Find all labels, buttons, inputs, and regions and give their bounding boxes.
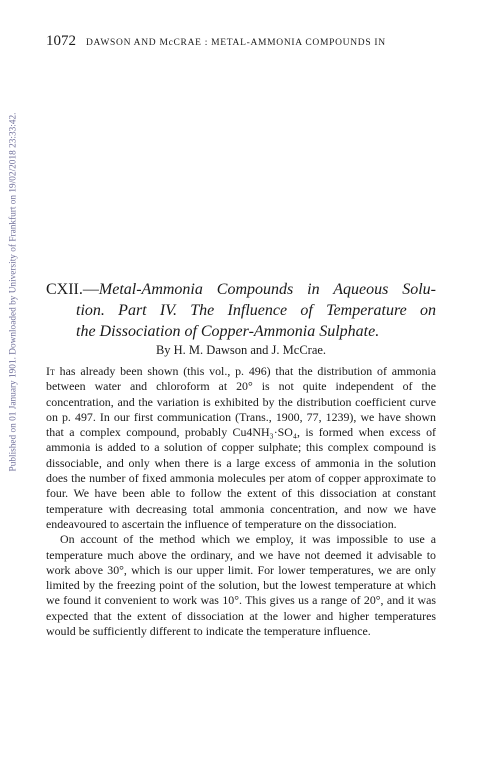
title-line-3 [46,321,436,342]
title-line-3-text: the Dissociation of Copper-Ammonia Sulphate. [76,323,380,340]
title-line-1-text: Metal-Ammonia Compounds in Aqueous Solu- [98,281,436,298]
publication-stamp [4,72,22,512]
page-number: 1072 [46,33,76,49]
paragraph-1 [46,364,436,532]
running-head: DAWSON AND McCRAE : METAL-AMMONIA COMPOUNDS IN [86,38,386,48]
article-authors: By H. M. Dawson and J. McCrae. [155,343,327,357]
paragraph-2-text: On account of the method which we employ, it was impossible to use a temperature much above the ordinary, and we have not deemed it advisable to work above 30°, which is our upper limit. For lower temperatures, we are only limited by the freezing point of the solution, but the lowest temperature at which we found it convenient to work was 10°. This gives us a range of 20°, and it was expected that the extent of dissociation at the lower and higher temperatures would be sufficiently different to indicate the temperature influence. [46,532,436,639]
title-line-1 [46,279,436,300]
paragraph-1-text: has already been shown (this vol., p. 496) that the distribution of ammonia between water and chloroform at 20° is not quite independent of the concentration, and the variation is exhibited by the distribution coefficient curve on p. 497. In our first communication (Trans., 1900, 77, 1239), we have shown that a complex compound, probably Cu4NH₃·SO₄, is formed when excess of ammonia is added to a solution of copper sulphate; this complex compound is dissociable, and only when there is a large excess of ammonia in the solution does the number of fixed ammonia molecules per atom of copper approximate to four. We have been able to follow the extent of this dissociation at constant temperature with decreasing total ammonia concentration, and now we have endeavoured to ascertain the influence of temperature on the dissociation. [46,364,436,531]
title-number: CXII.— [46,281,99,298]
article-body [46,364,436,639]
page-header [46,33,446,50]
paragraph-2 [46,532,436,639]
article-title [46,279,436,342]
title-line-2 [46,300,436,321]
title-line-2-text: tion. Part IV. The Influence of Temperature on [76,302,436,319]
paragraph-1-lead: It [46,364,55,378]
publication-stamp-text: Published on 01 January 1901. Downloaded by University of Frankfurt on 19/02/2018 23:33:42. [8,112,18,472]
